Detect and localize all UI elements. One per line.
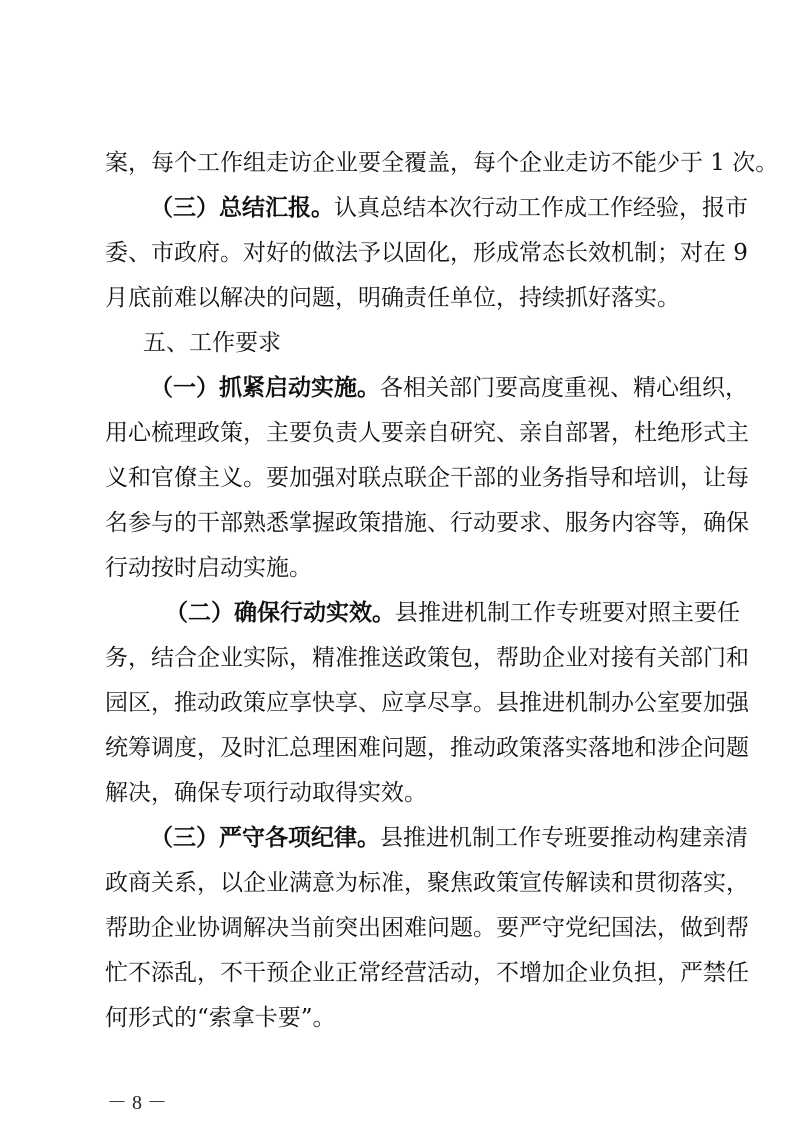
paragraph-line-18: 帮助企业协调解决当前突出困难问题。要严守党纪国法，做到帮 [105,915,749,941]
paragraph-line-6-text: 各相关部门要高度重视、精心组织， [380,375,748,401]
paragraph-line-6 [150,366,748,410]
bold-heading-summary-report: （三）总结汇报。 [150,194,334,221]
paragraph-line-3: 委、市政府。对好的做法予以固化，形成常态长效机制；对在 9 [105,240,748,266]
paragraph-line-2 [150,186,748,230]
paragraph-line-14: 统筹调度，及时汇总理困难问题，推动政策落实落地和涉企问题 [105,735,749,761]
paragraph-line-15: 解决，确保专项行动取得实效。 [105,780,427,806]
paragraph-line-16-text: 县推进机制工作专班要推动构建亲清 [380,825,748,851]
paragraph-line-9: 名参与的干部熟悉掌握政策措施、行动要求、服务内容等，确保 [105,510,749,536]
bold-heading-ensure-effectiveness: （二）确保行动实效。 [165,599,395,626]
bold-heading-start-implementation: （一）抓紧启动实施。 [150,374,380,401]
page-number: － 8 － [107,1092,167,1114]
paragraph-line-8: 义和官僚主义。要加强对联点联企干部的业务指导和培训，让每 [105,465,749,491]
paragraph-line-10: 行动按时启动实施。 [105,555,312,581]
paragraph-line-11-text: 县推进机制工作专班要对照主要任 [395,600,740,626]
paragraph-line-12: 务，结合企业实际，精准推送政策包，帮助企业对接有关部门和 [105,645,749,671]
bold-heading-discipline: （三）严守各项纪律。 [150,824,380,851]
section-heading-work-requirements: 五、工作要求 [143,330,281,356]
paragraph-line-16 [150,816,748,860]
paragraph-line-1: 案，每个工作组走访企业要全覆盖，每个企业走访不能少于 1 次。 [105,150,779,176]
paragraph-line-13: 园区，推动政策应享快享、应享尽享。县推进机制办公室要加强 [105,690,749,716]
paragraph-line-7: 用心梳理政策，主要负责人要亲自研究、亲自部署，杜绝形式主 [105,420,749,446]
paragraph-line-11 [165,591,740,635]
paragraph-line-17: 政商关系，以企业满意为标准，聚焦政策宣传解读和贯彻落实， [105,870,749,896]
paragraph-line-2-text: 认真总结本次行动工作成工作经验，报市 [334,195,748,221]
paragraph-line-20: 何形式的“索拿卡要”。 [105,1005,336,1031]
paragraph-line-4: 月底前难以解决的问题，明确责任单位，持续抓好落实。 [105,285,680,311]
paragraph-line-19: 忙不添乱，不干预企业正常经营活动，不增加企业负担，严禁任 [105,960,749,986]
